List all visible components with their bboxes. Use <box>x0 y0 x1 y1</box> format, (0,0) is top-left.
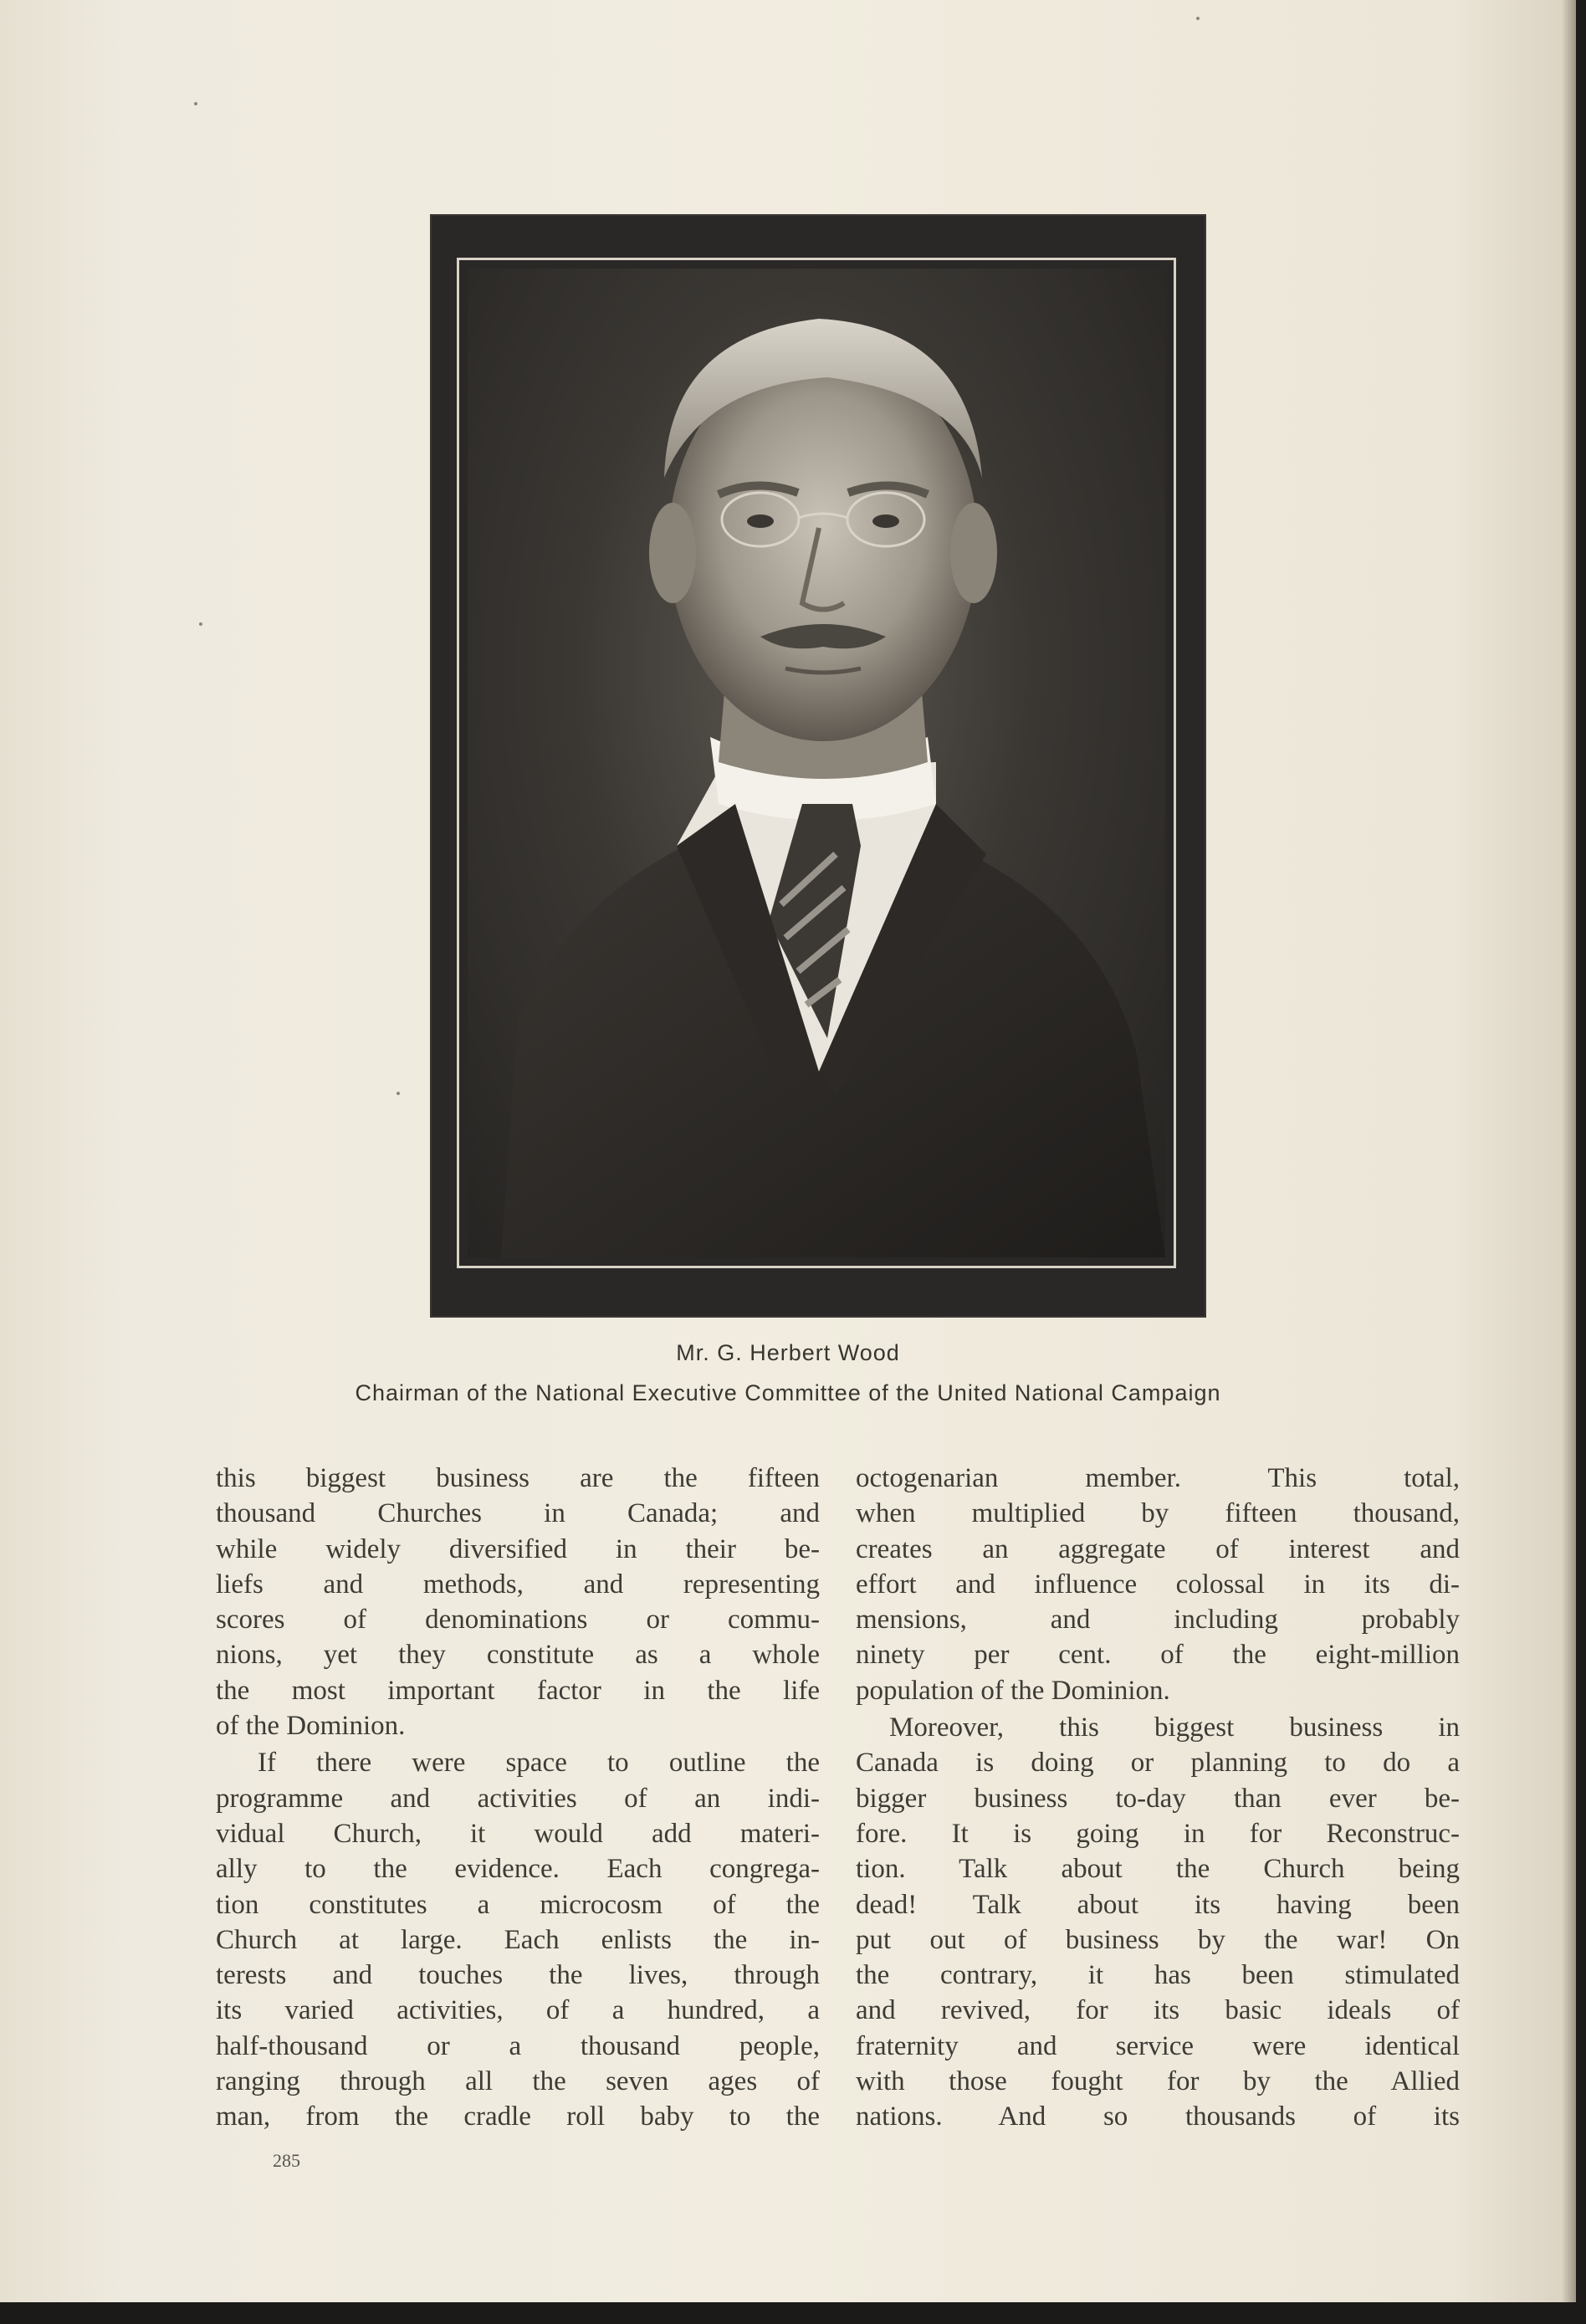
text-line: ninety per cent. of the eight-million <box>856 1640 1460 1671</box>
text-line: with those fought for by the Allied <box>856 2066 1460 2097</box>
text-line: tion. Talk about the Church being <box>856 1854 1460 1885</box>
text-line: scores of denominations or commu- <box>216 1605 820 1636</box>
text-line: nions, yet they constitute as a whole <box>216 1640 820 1671</box>
text-line: dead! Talk about its having been <box>856 1889 1460 1920</box>
paper-speck <box>1196 17 1200 20</box>
left-text-column <box>216 1461 820 2135</box>
paragraph <box>216 1745 820 2134</box>
text-line: tion constitutes a microcosm of the <box>216 1889 820 1920</box>
text-line: this biggest business are the fifteen <box>216 1463 820 1493</box>
text-line: and revived, for its basic ideals of <box>856 1995 1460 2026</box>
text-line: creates an aggregate of interest and <box>856 1533 1460 1564</box>
text-line: ranging through all the seven ages of <box>216 2066 820 2097</box>
page-number: 285 <box>273 2150 300 2171</box>
text-line: nations. And so thousands of its <box>856 2101 1460 2132</box>
text-line: half-thousand or a thousand people, <box>216 2030 820 2061</box>
text-line: bigger business to-day than ever be- <box>856 1783 1460 1814</box>
right-text-column <box>856 1461 1460 2135</box>
paragraph <box>856 1461 1460 1708</box>
text-line: the contrary, it has been stimulated <box>856 1960 1460 1991</box>
text-line: If there were space to outline the <box>258 1748 820 1779</box>
paper-speck <box>194 102 197 105</box>
text-line: ally to the evidence. Each congrega- <box>216 1854 820 1885</box>
text-line: put out of business by the war! On <box>856 1924 1460 1955</box>
text-line: fore. It is going in for Reconstruc- <box>856 1818 1460 1849</box>
text-line: man, from the cradle roll baby to the <box>216 2101 820 2132</box>
text-line: vidual Church, it would add materi- <box>216 1818 820 1849</box>
text-line: effort and influence colossal in its di- <box>856 1569 1460 1600</box>
text-line: programme and activities of an indi- <box>216 1783 820 1814</box>
photo-frame <box>457 258 1176 1268</box>
text-line: its varied activities, of a hundred, a <box>216 1995 820 2026</box>
text-line: of the Dominion. <box>216 1711 406 1742</box>
text-line: Canada is doing or planning to do a <box>856 1748 1460 1779</box>
text-line: mensions, and including probably <box>856 1605 1460 1636</box>
text-line: liefs and methods, and representing <box>216 1569 820 1600</box>
paragraph <box>856 1710 1460 2135</box>
text-line: when multiplied by fifteen thousand, <box>856 1498 1460 1529</box>
portrait-photograph <box>432 216 1205 1316</box>
text-line: Church at large. Each enlists the in- <box>216 1924 820 1955</box>
text-line: fraternity and service were identical <box>856 2030 1460 2061</box>
paper-speck <box>396 1092 400 1095</box>
text-line: octogenarian member. This total, <box>856 1463 1460 1493</box>
caption-title: Chairman of the National Executive Committee of the United National Campaign <box>355 1380 1221 1405</box>
paragraph <box>216 1461 820 1743</box>
page-edge-shadow <box>1563 0 1576 2302</box>
caption-name: Mr. G. Herbert Wood <box>676 1340 900 1365</box>
text-line: population of the Dominion. <box>856 1675 1170 1706</box>
portrait-illustration <box>468 269 1165 1257</box>
portrait-image <box>468 269 1165 1257</box>
text-line: the most important factor in the life <box>216 1675 820 1706</box>
text-line: Moreover, this biggest business in <box>889 1712 1460 1743</box>
paper-speck <box>199 622 202 626</box>
text-line: terests and touches the lives, through <box>216 1960 820 1991</box>
text-line: while widely diversified in their be- <box>216 1533 820 1564</box>
text-line: thousand Churches in Canada; and <box>216 1498 820 1529</box>
